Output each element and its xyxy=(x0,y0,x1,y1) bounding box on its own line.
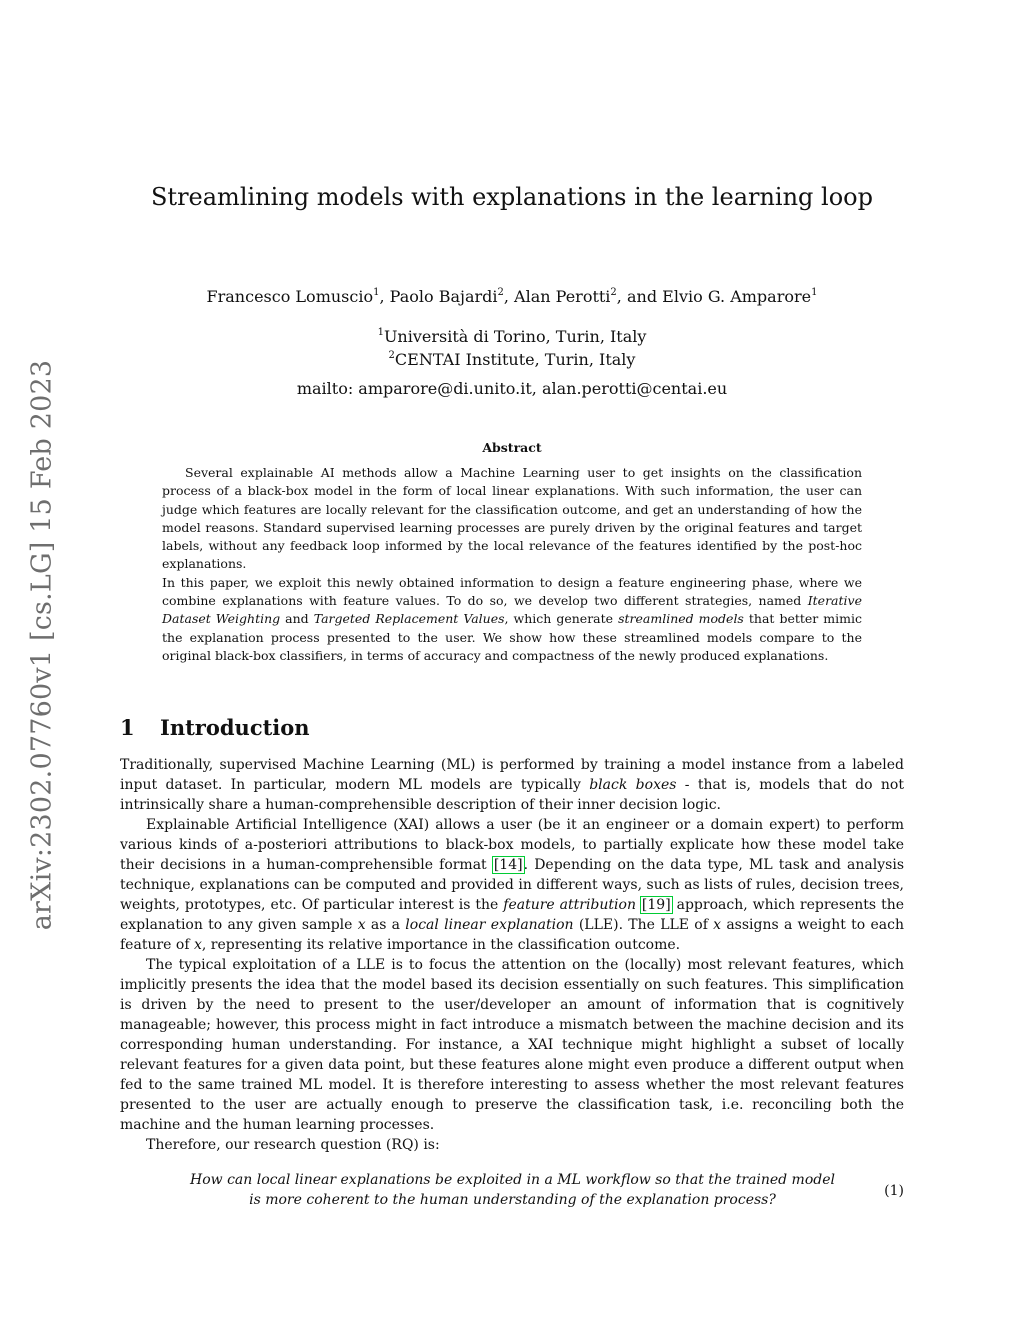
emphasis: Targeted Replacement Values xyxy=(313,611,505,627)
citation-link[interactable]: [14] xyxy=(493,857,523,873)
paper-title: Streamlining models with explanations in the learning loop xyxy=(150,183,873,211)
abstract-body xyxy=(162,464,862,665)
body-paragraph xyxy=(120,755,904,815)
math-variable: x xyxy=(193,937,202,953)
contact-emails[interactable]: mailto: amparore@di.unito.it, alan.perotti@centai.eu xyxy=(296,379,728,398)
abstract-heading: Abstract xyxy=(482,440,542,455)
section-title: Introduction xyxy=(160,715,310,740)
emphasis: black boxes xyxy=(589,777,677,793)
math-variable: x xyxy=(357,917,366,933)
abstract-paragraph xyxy=(162,574,862,665)
author-affiliation-mark: 2 xyxy=(497,286,504,298)
text-run: (LLE). The LLE of xyxy=(573,917,714,933)
text-run: . Depending on the data type, ML task and analysis technique, explanations can be computed and provided in different ways, such as lists of rules, decision trees, weights, prototypes, etc. Of particular interest is the xyxy=(120,857,905,913)
text-run: Traditionally, supervised Machine Learning (ML) is performed by training a model instance from a labeled input dataset. In particular, modern ML models are typically xyxy=(120,757,904,793)
introduction-body xyxy=(120,755,904,1155)
text-run: In this paper, we exploit this newly obtained information to design a feature engineering phase, where we combine explanations with feature values. To do so, we develop two different strategies, named xyxy=(162,574,862,609)
author-name: Elvio G. Amparore xyxy=(662,287,812,306)
author-separator: , and xyxy=(616,287,663,306)
text-run: Explainable Artificial Intelligence (XAI) allows a user (be it an engineer or a domain expert) to perform various kinds of a-posteriori attributions to black-box models, to partially explicate how these model take their decisions in a human-comprehensible format xyxy=(120,817,904,873)
section-heading xyxy=(120,713,310,743)
author-affiliation-mark: 1 xyxy=(373,286,380,298)
affiliation-mark: 2 xyxy=(388,349,395,361)
author-affiliation-mark: 2 xyxy=(610,286,617,298)
abstract-paragraph: Several explainable AI methods allow a Machine Learning user to get insights on the classification process of a black-box model in the form of local linear explanations. With such information, the user can judge which features are locally relevant for the classification outcome, and get an understanding of how the model reasons. Standard supervised learning processes are purely driven by the original features and target labels, without any feedback loop informed by the local relevance of the features identified by the post-hoc explanations. xyxy=(162,465,862,572)
citation-link[interactable]: [19] xyxy=(641,897,671,913)
author-separator: , xyxy=(503,287,515,306)
body-paragraph: The typical exploitation of a LLE is to focus the attention on the (locally) most relevant features, which implicitly presents the idea that the model based its decision essentially on such features. This simplification is driven by the need to present to the user/developer an amount of information that is cognitively manageable; however, this process might in fact introduce a mismatch between the machine decision and its corresponding human understanding. For instance, a XAI technique might highlight a subset of locally relevant features for a given data point, but these features alone might even produce a different output when fed to the same trained ML model. It is therefore interesting to assess whether the most relevant features presented to the user are actually enough to preserve the classification task, i.e. reconciling both the machine and the human learning processes. xyxy=(120,957,904,1133)
arxiv-identifier-stamp: arXiv:2302.07760v1 [cs.LG] 15 Feb 2023 xyxy=(26,359,58,931)
emphasis: streamlined models xyxy=(618,611,744,627)
author-affiliation-mark: 1 xyxy=(811,286,818,298)
emphasis: feature attribution xyxy=(503,897,636,913)
research-question-line: is more coherent to the human understanding of the explanation process? xyxy=(249,1192,776,1208)
affiliation-text: Università di Torino, Turin, Italy xyxy=(383,327,647,346)
author-list xyxy=(0,285,1024,309)
text-run: as a xyxy=(365,917,406,933)
affiliation-text: CENTAI Institute, Turin, Italy xyxy=(394,350,636,369)
author-separator: , xyxy=(379,287,390,306)
equation-number: (1) xyxy=(884,1183,904,1199)
text-run: assigns a weight to each feature of xyxy=(120,917,904,953)
section-number: 1 xyxy=(120,715,135,740)
text-run: , representing its relative importance in the classification outcome. xyxy=(201,937,681,953)
author-name: Paolo Bajardi xyxy=(389,287,498,306)
author-name: Alan Perotti xyxy=(514,287,611,306)
research-question-line: How can local linear explanations be exploited in a ML workflow so that the trained model xyxy=(190,1172,835,1188)
body-paragraph xyxy=(120,815,904,955)
text-run: - that is, models that do not intrinsically share a human-comprehensible description of their inner decision logic. xyxy=(120,777,904,813)
text-run: that better mimic the explanation process presented to the user. We show how these streamlined models compare to the original black-box classifiers, in terms of accuracy and compactness of the newly produced explanations. xyxy=(162,611,862,663)
text-run: and xyxy=(280,611,314,627)
affiliation-mark: 1 xyxy=(377,326,384,338)
math-variable: x xyxy=(713,917,722,933)
emphasis: local linear explanation xyxy=(405,917,574,933)
text-run: approach, which represents the explanation to any given sample xyxy=(120,897,904,933)
affiliation xyxy=(0,325,1024,348)
emphasis: Iterative Dataset Weighting xyxy=(162,593,862,627)
research-question xyxy=(175,1170,850,1210)
affiliation xyxy=(0,348,1024,371)
author-name: Francesco Lomuscio xyxy=(206,287,374,306)
text-run: , which generate xyxy=(504,611,619,627)
body-paragraph: Therefore, our research question (RQ) is: xyxy=(146,1137,440,1153)
